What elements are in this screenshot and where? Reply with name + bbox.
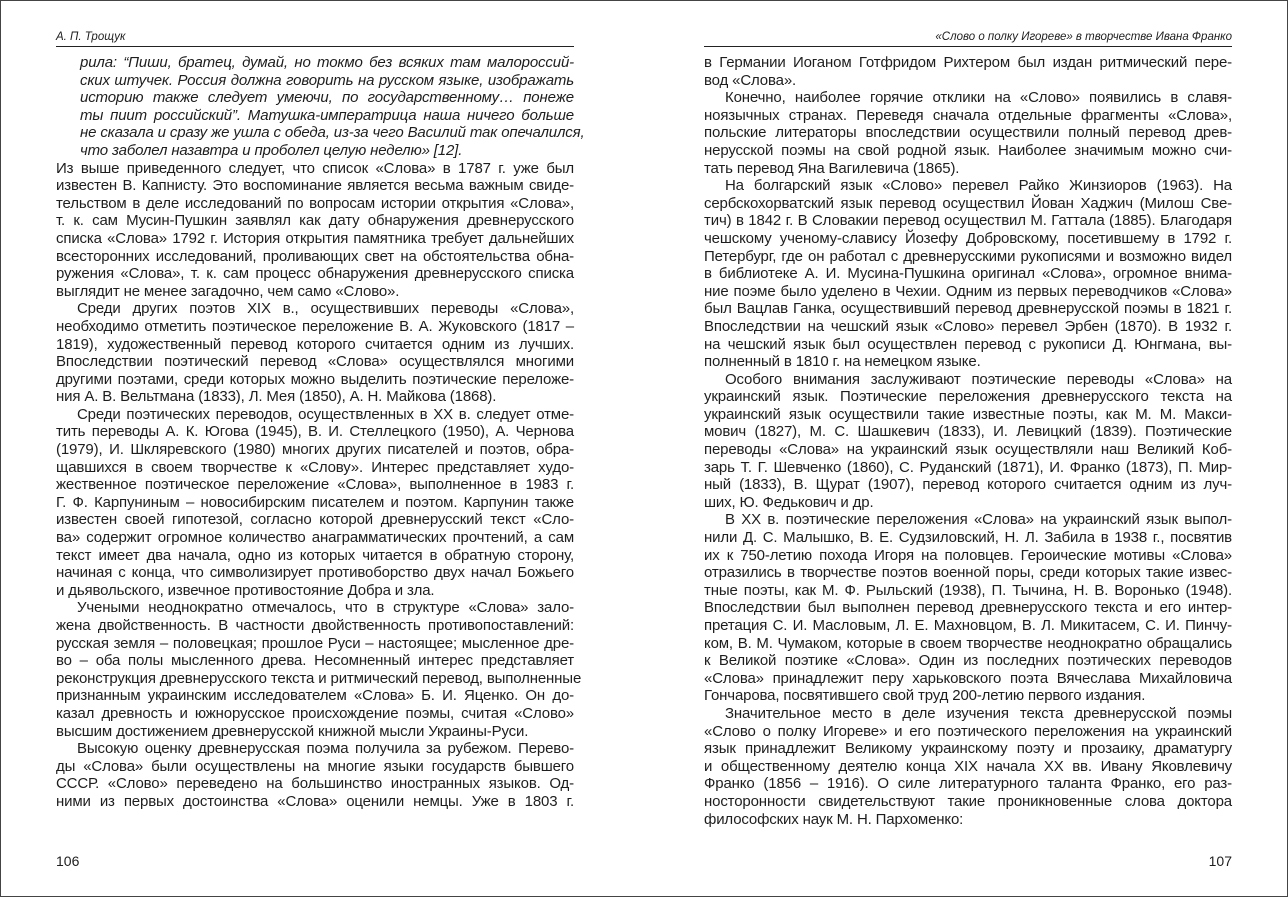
paragraph	[704, 54, 1232, 89]
text-line: жена двойственность. В частности двойственность противопоставлений:	[56, 617, 574, 634]
text-line: философских наук М. Н. Пархоменко:	[704, 810, 964, 828]
text-line: Гончарова, посвятившего свой труд 200-летию первого издания.	[704, 687, 1146, 705]
paragraph	[56, 300, 574, 406]
text-line: ния А. В. Вельтмана (1833), Л. Мея (1850), А. Н. Майкова (1868).	[56, 388, 497, 406]
text-line: Учеными неоднократно отмечалось, что в структуре «Слова» зало-	[77, 599, 574, 617]
text-line: тич) в 1842 г. В Словакии перевод осуществил М. Гаттала (1885). Благодаря	[704, 212, 1232, 230]
text-line: 1819), художественный перевод которого считается одним из лучших.	[56, 335, 574, 353]
text-line: украинский язык. Поэтические переложения древнерусского текста на	[704, 388, 1232, 406]
text-line: ва» содержит огромное количество анаграмматических прочтений, а сам	[56, 529, 574, 547]
text-line: ды «Слова» были осуществлены на многие языки государств бывшего	[56, 757, 574, 775]
text-line: СССР. «Слово» переведено на большинство иностранных языков. Од-	[56, 775, 574, 793]
text-line: Впоследствии на чешский язык «Слово» перевел Эрбен (1870). В 1932 г.	[704, 317, 1232, 335]
left-page	[56, 0, 585, 897]
text-line: ние поэме было уделено в Чехии. Одним из первых переводчиков «Слова»	[704, 282, 1232, 300]
text-line: Конечно, наиболее горячие отклики на «Слово» появились в славя-	[725, 89, 1232, 107]
text-line: Из выше приведенного следует, что список «Слова» в 1787 г. уже был	[56, 159, 574, 177]
text-line: Петербург, где он работал с древнерусскими рукописями и возможно видел	[704, 247, 1232, 265]
text-line: необходимо отметить поэтическое переложение В. А. Жуковского (1817 –	[56, 317, 574, 335]
text-line: нерусской поэмы на свой родной язык. Наиболее значимым можно счи-	[704, 141, 1232, 159]
right-page	[704, 0, 1232, 897]
text-line: нили Д. С. Малышко, В. Е. Судзиловский, Н. Л. Забила в 1938 г., посвятив	[704, 529, 1232, 547]
text-line: известен своей гипотезой, согласно которой древнерусский текст «Сло-	[56, 511, 574, 529]
text-line: т. к. сам Мусин-Пушкин заявлял как дату обнаружения древнерусского	[56, 212, 574, 230]
text-line: Среди других поэтов XIX в., осуществивших переводы «Слова»,	[77, 300, 574, 318]
text-line: их к 750-летию похода Игоря на половцев. Героические мотивы «Слова»	[704, 546, 1232, 564]
paragraph	[704, 177, 1232, 371]
paragraph	[704, 705, 1232, 828]
text-line: Впоследствии поэтический перевод «Слова» осуществлялся многими	[56, 353, 574, 371]
running-header-author: А. П. Трощук	[56, 31, 574, 47]
text-line: к Великой поэтике «Слова». Один из последних поэтических переводов	[704, 652, 1232, 670]
text-line: и дьявольского, извечное противостояние Добра и зла.	[56, 581, 435, 599]
text-line: известен В. Капнисту. Это воспоминание является весьма важным свиде-	[56, 177, 574, 195]
text-line: польские литераторы впоследствии осуществили полный перевод древ-	[704, 124, 1232, 142]
text-line: высшим достижением древнерусской книжной мысли Украины-Руси.	[56, 722, 529, 740]
text-line: списка «Слова» 1792 г. История открытия памятника требует дальнейших	[56, 229, 574, 247]
paragraph	[704, 371, 1232, 512]
text-line: казал древность и южнорусское происхождение поэмы, считая «Слово»	[56, 704, 574, 722]
paragraph	[56, 406, 574, 600]
text-line: тельством в деле исследований по вопросам истории открытия «Слова»,	[56, 194, 574, 212]
text-line: Высокую оценку древнерусская поэма получила за рубежом. Перево-	[77, 740, 574, 758]
text-line: ских штучек. Россия должна говорить на русском языке, изображать	[80, 71, 574, 89]
text-line: полненный в 1810 г. на немецком языке.	[704, 353, 981, 371]
paragraph	[56, 740, 574, 810]
text-line: в библиотеке А. И. Мусина-Пушкина оригинал «Слова», огромное внима-	[704, 265, 1232, 283]
text-line: зарь Т. Г. Шевченко (1860), С. Руданский (1871), И. Франко (1873), П. Мир-	[704, 458, 1232, 476]
left-page-text	[56, 54, 585, 811]
paragraph	[56, 599, 582, 740]
text-line: другими поэтами, среди которых можно выделить поэтические переложе-	[56, 370, 574, 388]
text-line: рила: “Пиши, братец, думай, но токмо без всяких там малороссий-	[80, 54, 574, 71]
text-line: мович (1827), М. С. Шашкевич (1833), И. Левицкий (1839). Поэтические	[704, 423, 1232, 441]
text-line: и общественному деятелю конца XIX начала XX вв. Ивану Яковлевичу	[704, 757, 1232, 775]
text-line: сербскохорватский язык перевод осуществил Йован Хаджич (Милош Све-	[704, 194, 1232, 212]
text-line: отразились в творчестве поэтов военной поры, среди которых такие извес-	[704, 564, 1232, 582]
text-line: не сказала и сразу же ушла с обеда, из-за чего Василий так опечалился,	[80, 124, 585, 142]
text-line: текст имеет два начала, одно из которых читается в обратную сторону,	[56, 546, 574, 564]
text-line: переводы «Слова» на украинский язык осуществляли наш Великий Коб-	[704, 441, 1232, 459]
text-line: выглядит не менее загадочно, чем само «Слово».	[56, 282, 400, 300]
text-line: на чешский язык был осуществлен перевод с рукописи Д. Юнгмана, вы-	[704, 335, 1232, 353]
text-line: русская земля – половецкая; прошлое Руси – настоящее; мысленное дре-	[56, 634, 574, 652]
right-page-text	[704, 54, 1232, 828]
text-line: Значительное место в деле изучения текста древнерусской поэмы	[725, 704, 1232, 722]
text-line: язык принадлежит Великому украинскому поэту и прозаику, драматургу	[704, 740, 1232, 758]
paragraph	[704, 89, 1232, 177]
text-line: претация С. И. Масловым, Л. Е. Махновцом, В. Л. Микитасем, С. И. Пинчу-	[704, 617, 1232, 634]
text-line: «Слова» принадлежит перу харьковского поэта Вячеслава Михайловича	[704, 669, 1232, 687]
text-line: ними из первых достоинства «Слова» оценили немцы. Уже в 1803 г.	[56, 792, 574, 810]
text-line: Впоследствии был выполнен перевод древнерусского текста и его интер-	[704, 599, 1232, 617]
text-line: На болгарский язык «Слово» перевел Райко Жинзиоров (1963). На	[725, 177, 1232, 195]
page-number: 106	[56, 853, 80, 869]
text-line: тные поэты, как М. Ф. Рыльский (1938), П. Тычина, Н. В. Воронько (1948).	[704, 581, 1232, 599]
text-line: чешскому ученому-славису Йозефу Добровскому, посетившему в 1792 г.	[704, 229, 1232, 247]
block-quote	[56, 54, 585, 160]
text-line: вод «Слова».	[704, 71, 797, 89]
text-line: Среди поэтических переводов, осуществленных в XX в. следует отме-	[77, 405, 574, 423]
text-line: жественное поэтическое переложение «Слова», выполненное в 1983 г.	[56, 476, 574, 494]
text-line: всесторонних исследований, проливающих свет на обстоятельства обна-	[56, 247, 574, 265]
text-line: ших, Ю. Федькович и др.	[704, 493, 874, 511]
paragraph	[704, 511, 1232, 705]
text-line: реконструкция древнерусского текста и ритмический перевод, выполненные	[56, 669, 582, 687]
text-line: щавшихся в своем творчестве к «Слову». Интерес представляет худо-	[56, 458, 574, 476]
text-line: ноязычных странах. Переведя сначала отдельные фрагменты «Слова»,	[704, 106, 1232, 124]
text-line: был Вацлав Ганка, осуществивший перевод древнерусской поэмы в 1821 г.	[704, 300, 1232, 318]
text-line: В XX в. поэтические переложения «Слова» на украинский язык выпол-	[725, 511, 1232, 529]
text-line: носторонности свидетельствуют такие проникновенные слова доктора	[704, 792, 1232, 810]
paragraph	[56, 160, 574, 301]
text-line: тить переводы А. К. Югова (1945), В. И. Стеллецкого (1950), А. Чернова	[56, 423, 574, 441]
text-line: признанным украинским исследователем «Слова» Б. И. Яценко. Он до-	[56, 687, 574, 705]
text-line: украинский язык осуществили такие известные поэты, как М. М. Макси-	[704, 405, 1232, 423]
text-line: начиная с конца, что символизирует противоборство двух начал Божьего	[56, 564, 574, 582]
text-line: во – оба полы мысленного древа. Несомненный интерес представляет	[56, 652, 574, 670]
text-line: ный (1833), В. Щурат (1907), перевод которого считается одним из луч-	[704, 476, 1232, 494]
text-line: «Слово о полку Игореве» и его поэтического переложения на украинский	[704, 722, 1232, 740]
page-number: 107	[1208, 853, 1232, 869]
text-line: тать перевод Яна Вагилевича (1865).	[704, 159, 960, 177]
text-line: (1979), И. Шкляревского (1980) многих других писателей и поэтов, обра-	[56, 441, 574, 459]
text-line: ком, В. М. Чумаком, которые в своем творчестве неоднократно обращались	[704, 634, 1232, 652]
running-header-title: «Слово о полку Игореве» в творчестве Ивана Франко	[704, 31, 1232, 47]
text-line: ты пиит российский”. Матушка-императрица наша ничего больше	[80, 106, 574, 124]
text-line: историю также следует умеючи, по государственному… понеже	[80, 89, 574, 107]
text-line: что заболел назавтра и проболел целую неделю» [12].	[80, 141, 463, 159]
text-line: ружения «Слова», т. к. сам процесс обнаружения древнерусского списка	[56, 265, 574, 283]
text-line: Г. Ф. Карпуниным – новосибирским писателем и поэтом. Карпунин также	[56, 493, 574, 511]
text-line: Франко (1856 – 1916). О силе литературного таланта Франко, его раз-	[704, 775, 1232, 793]
text-line: в Германии Иоганом Готфридом Рихтером был издан ритмический пере-	[704, 54, 1232, 71]
text-line: Особого внимания заслуживают поэтические переводы «Слова» на	[725, 370, 1232, 388]
